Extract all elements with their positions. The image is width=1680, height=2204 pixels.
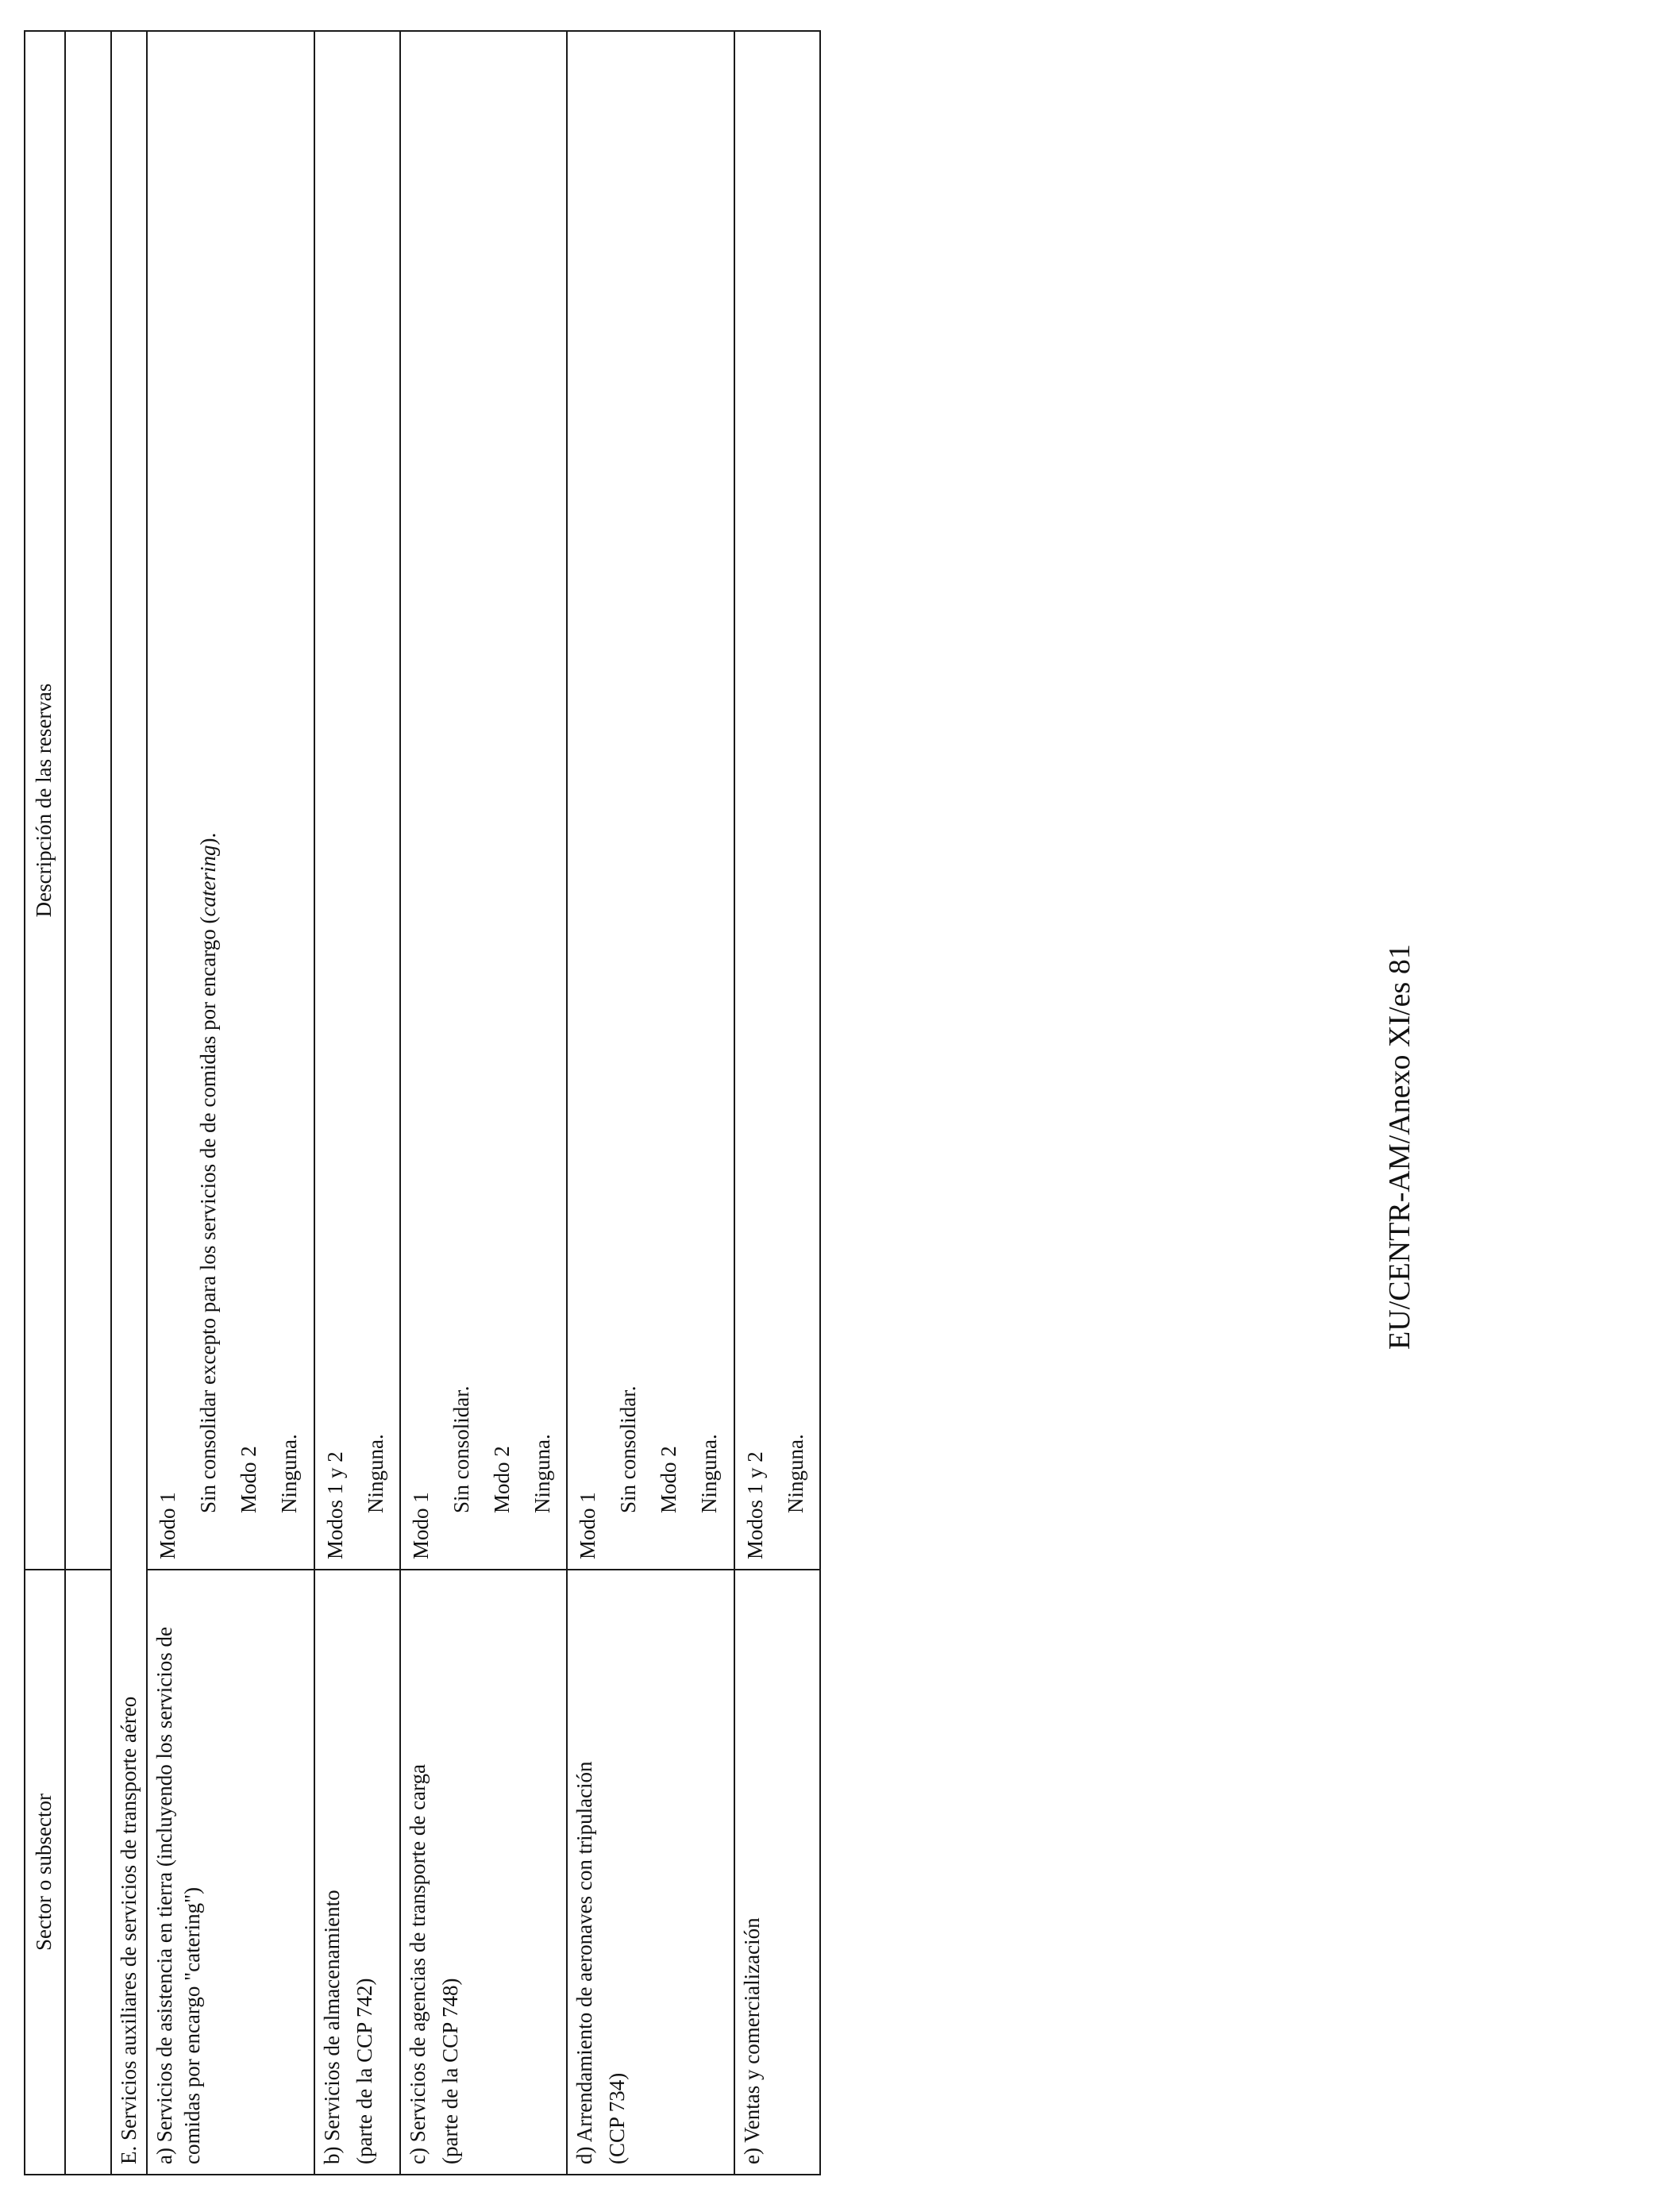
description-text: Ninguna. [530,1434,555,1513]
sector-text: a) Servicios de asistencia en tierra (incluyendo los servicios de comidas por encargo "catering") [152,1626,205,2164]
sector-text: (parte de la CCP 742) [352,1978,376,2164]
description-line [689,41,730,1559]
description-line [608,41,649,1559]
description-text: Modo 2 [657,1446,681,1513]
description-cell [147,31,314,1570]
description-line [404,41,441,1559]
sector-text: (CCP 734) [605,2072,630,2164]
section-row [111,31,147,2175]
description-text: Modos 1 y 2 [742,1451,767,1559]
spacer-cell [65,1570,111,2175]
description-cell [734,31,820,1570]
sector-text: e) Ventas y comercialización [739,1917,764,2164]
description-text: Modo 2 [237,1446,261,1513]
description-line [356,41,396,1559]
sector-cell [147,1570,314,2175]
table-row [400,31,567,2175]
description-text: Ninguna. [277,1434,302,1513]
description-line [229,41,269,1559]
description-line [482,41,522,1559]
spacer-cell [65,31,111,1570]
description-text: Modos 1 y 2 [322,1451,347,1559]
description-line [522,41,563,1559]
sector-text: d) Arrendamiento de aeronaves con tripulación [572,1761,597,2164]
description-cell [567,31,734,1570]
table-header-row [25,31,65,2175]
description-text: Sin consolidar excepto para los servicios de de comidas por encargo ( [196,916,221,1513]
reservations-table [24,30,821,2175]
rotated-page-content [24,32,842,2175]
table-row [314,31,400,2175]
description-text: Modo 1 [576,1492,600,1559]
page-footer [1382,944,1416,1381]
spacer-row [65,31,111,2175]
description-line [738,41,776,1559]
description-italic-term: catering [196,845,221,917]
description-text: Modo 2 [489,1446,514,1513]
table-row [567,31,734,2175]
description-text: Modo 1 [156,1492,180,1559]
sector-cell [314,1570,400,2175]
description-tail: ). [196,832,221,846]
description-text: Sin consolidar. [449,1385,473,1513]
sector-text: c) Servicios de agencias de transporte de carga [405,1763,430,2164]
sector-cell [734,1570,820,2175]
table-row [734,31,820,2175]
sector-cell [567,1570,734,2175]
description-cell [314,31,400,1570]
description-line [571,41,608,1559]
table-row [147,31,314,2175]
description-line [188,41,229,1559]
sector-text: (parte de la CCP 748) [437,1978,462,2164]
header-sector: Sector o subsector [25,1570,65,2175]
description-text: Ninguna. [783,1434,807,1513]
header-description: Descripción de las reservas [25,31,65,1570]
description-line [318,41,356,1559]
description-line [776,41,816,1559]
description-line [151,41,188,1559]
footer-reference: EU/CENTR-AM/Anexo XI/es 81 [1383,944,1416,1350]
description-line [441,41,482,1559]
description-line [649,41,689,1559]
sector-cell [400,1570,567,2175]
description-text: Ninguna. [697,1434,722,1513]
description-text: Sin consolidar. [616,1385,641,1513]
description-line [269,41,310,1559]
description-text: Modo 1 [408,1492,433,1559]
description-cell [400,31,567,1570]
description-text: Ninguna. [363,1434,387,1513]
sector-text: b) Servicios de almacenamiento [319,1890,344,2164]
section-title: E. Servicios auxiliares de servicios de transporte aéreo [111,31,147,2175]
